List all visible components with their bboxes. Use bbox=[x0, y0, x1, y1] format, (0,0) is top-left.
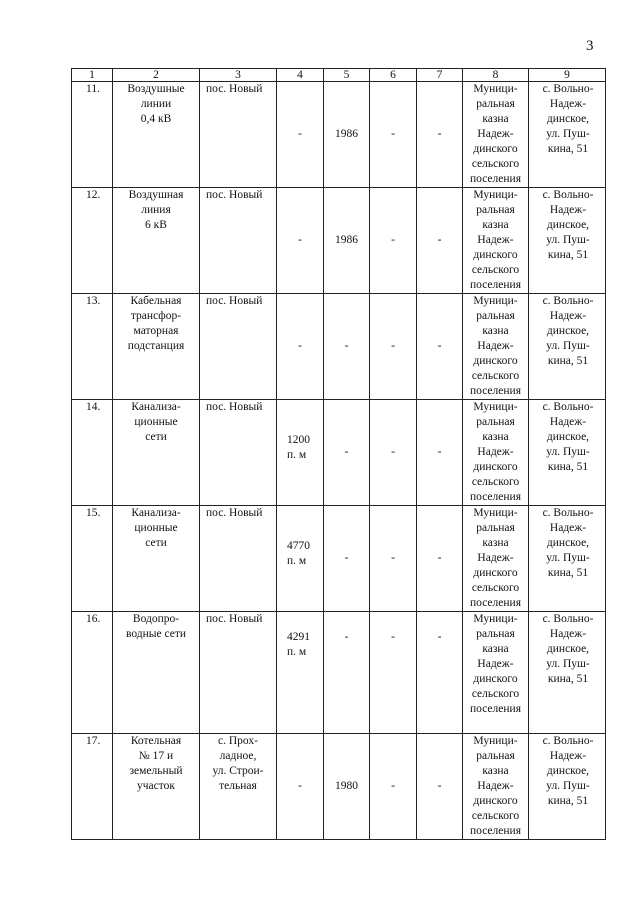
owner: Муници- pальная казна Надеж- динского сельского поселения bbox=[463, 506, 529, 612]
table-row bbox=[72, 612, 606, 734]
owner-location: с. Вольно- Надеж- динское, ул. Пуш- кина, 51 bbox=[529, 188, 606, 294]
column-header: 7 bbox=[417, 69, 463, 82]
object-year: - bbox=[324, 294, 370, 400]
object-length: 4770 п. м bbox=[287, 540, 310, 567]
object-address: с. Прох- ладное, ул. Строи- тельная bbox=[200, 734, 277, 840]
object-length: 4291 п. м bbox=[287, 631, 310, 658]
row-number: 13. bbox=[72, 294, 113, 400]
owner: Муници- pальная казна Надеж- динского сельского поселения bbox=[463, 294, 529, 400]
col7-value: - bbox=[417, 612, 463, 734]
object-year: 1986 bbox=[324, 82, 370, 188]
col7-value: - bbox=[417, 506, 463, 612]
col6-value: - bbox=[370, 188, 417, 294]
object-address: пос. Новый bbox=[200, 506, 277, 612]
column-header: 2 bbox=[113, 69, 200, 82]
owner-location: с. Вольно- Надеж- динское, ул. Пуш- кина, 51 bbox=[529, 400, 606, 506]
column-header: 6 bbox=[370, 69, 417, 82]
object-name: Канализа- ционные сети bbox=[113, 400, 200, 506]
column-header: 5 bbox=[324, 69, 370, 82]
col7-value: - bbox=[417, 188, 463, 294]
col6-value: - bbox=[370, 612, 417, 734]
owner: Муници- pальная казна Надеж- динского сельского поселения bbox=[463, 188, 529, 294]
col6-value: - bbox=[370, 734, 417, 840]
property-table bbox=[71, 68, 606, 840]
owner-location: с. Вольно- Надеж- динское, ул. Пуш- кина, 51 bbox=[529, 734, 606, 840]
table-row bbox=[72, 734, 606, 840]
column-header: 9 bbox=[529, 69, 606, 82]
object-address: пос. Новый bbox=[200, 400, 277, 506]
object-length-cell bbox=[277, 506, 324, 612]
object-address: пос. Новый bbox=[200, 294, 277, 400]
object-name: Котельная № 17 и земельный участок bbox=[113, 734, 200, 840]
object-length: - bbox=[277, 82, 324, 188]
object-length-cell bbox=[277, 400, 324, 506]
object-address: пос. Новый bbox=[200, 188, 277, 294]
row-number: 16. bbox=[72, 612, 113, 734]
row-number: 12. bbox=[72, 188, 113, 294]
owner: Муници- pальная казна Надеж- динского сельского поселения bbox=[463, 612, 529, 734]
owner: Муници- pальная казна Надеж- динского сельского поселения bbox=[463, 400, 529, 506]
object-name: Воздушные линии 0,4 кВ bbox=[113, 82, 200, 188]
column-header: 8 bbox=[463, 69, 529, 82]
owner-location: с. Вольно- Надеж- динское, ул. Пуш- кина, 51 bbox=[529, 82, 606, 188]
col6-value: - bbox=[370, 82, 417, 188]
object-name: Воздушная линия 6 кВ bbox=[113, 188, 200, 294]
table-row bbox=[72, 400, 606, 506]
object-year: - bbox=[324, 612, 370, 734]
owner: Муници- pальная казна Надеж- динского сельского поселения bbox=[463, 82, 529, 188]
object-name: Кабельная трансфор- маторная подстанция bbox=[113, 294, 200, 400]
object-length: 1200 п. м bbox=[287, 434, 310, 461]
col6-value: - bbox=[370, 294, 417, 400]
object-length: - bbox=[277, 734, 324, 840]
row-number: 11. bbox=[72, 82, 113, 188]
owner-location: с. Вольно- Надеж- динское, ул. Пуш- кина, 51 bbox=[529, 612, 606, 734]
table-row bbox=[72, 82, 606, 188]
object-length: - bbox=[277, 188, 324, 294]
object-name: Канализа- ционные сети bbox=[113, 506, 200, 612]
col7-value: - bbox=[417, 400, 463, 506]
col6-value: - bbox=[370, 506, 417, 612]
object-address: пос. Новый bbox=[200, 82, 277, 188]
column-header: 4 bbox=[277, 69, 324, 82]
row-number: 15. bbox=[72, 506, 113, 612]
owner: Муници- pальная казна Надеж- динского сельского поселения bbox=[463, 734, 529, 840]
column-header: 3 bbox=[200, 69, 277, 82]
object-length-cell bbox=[277, 612, 324, 734]
object-address: пос. Новый bbox=[200, 612, 277, 734]
page-number: 3 bbox=[586, 38, 594, 54]
row-number: 17. bbox=[72, 734, 113, 840]
column-header: 1 bbox=[72, 69, 113, 82]
object-year: 1980 bbox=[324, 734, 370, 840]
table-row bbox=[72, 506, 606, 612]
owner-location: с. Вольно- Надеж- динское, ул. Пуш- кина, 51 bbox=[529, 294, 606, 400]
col6-value: - bbox=[370, 400, 417, 506]
owner-location: с. Вольно- Надеж- динское, ул. Пуш- кина, 51 bbox=[529, 506, 606, 612]
row-number: 14. bbox=[72, 400, 113, 506]
object-length: - bbox=[277, 294, 324, 400]
object-year: - bbox=[324, 506, 370, 612]
col7-value: - bbox=[417, 82, 463, 188]
col7-value: - bbox=[417, 294, 463, 400]
header-row bbox=[72, 69, 606, 82]
object-year: 1986 bbox=[324, 188, 370, 294]
table-row bbox=[72, 188, 606, 294]
object-name: Водопро- водные сети bbox=[113, 612, 200, 734]
table-row bbox=[72, 294, 606, 400]
col7-value: - bbox=[417, 734, 463, 840]
object-year: - bbox=[324, 400, 370, 506]
